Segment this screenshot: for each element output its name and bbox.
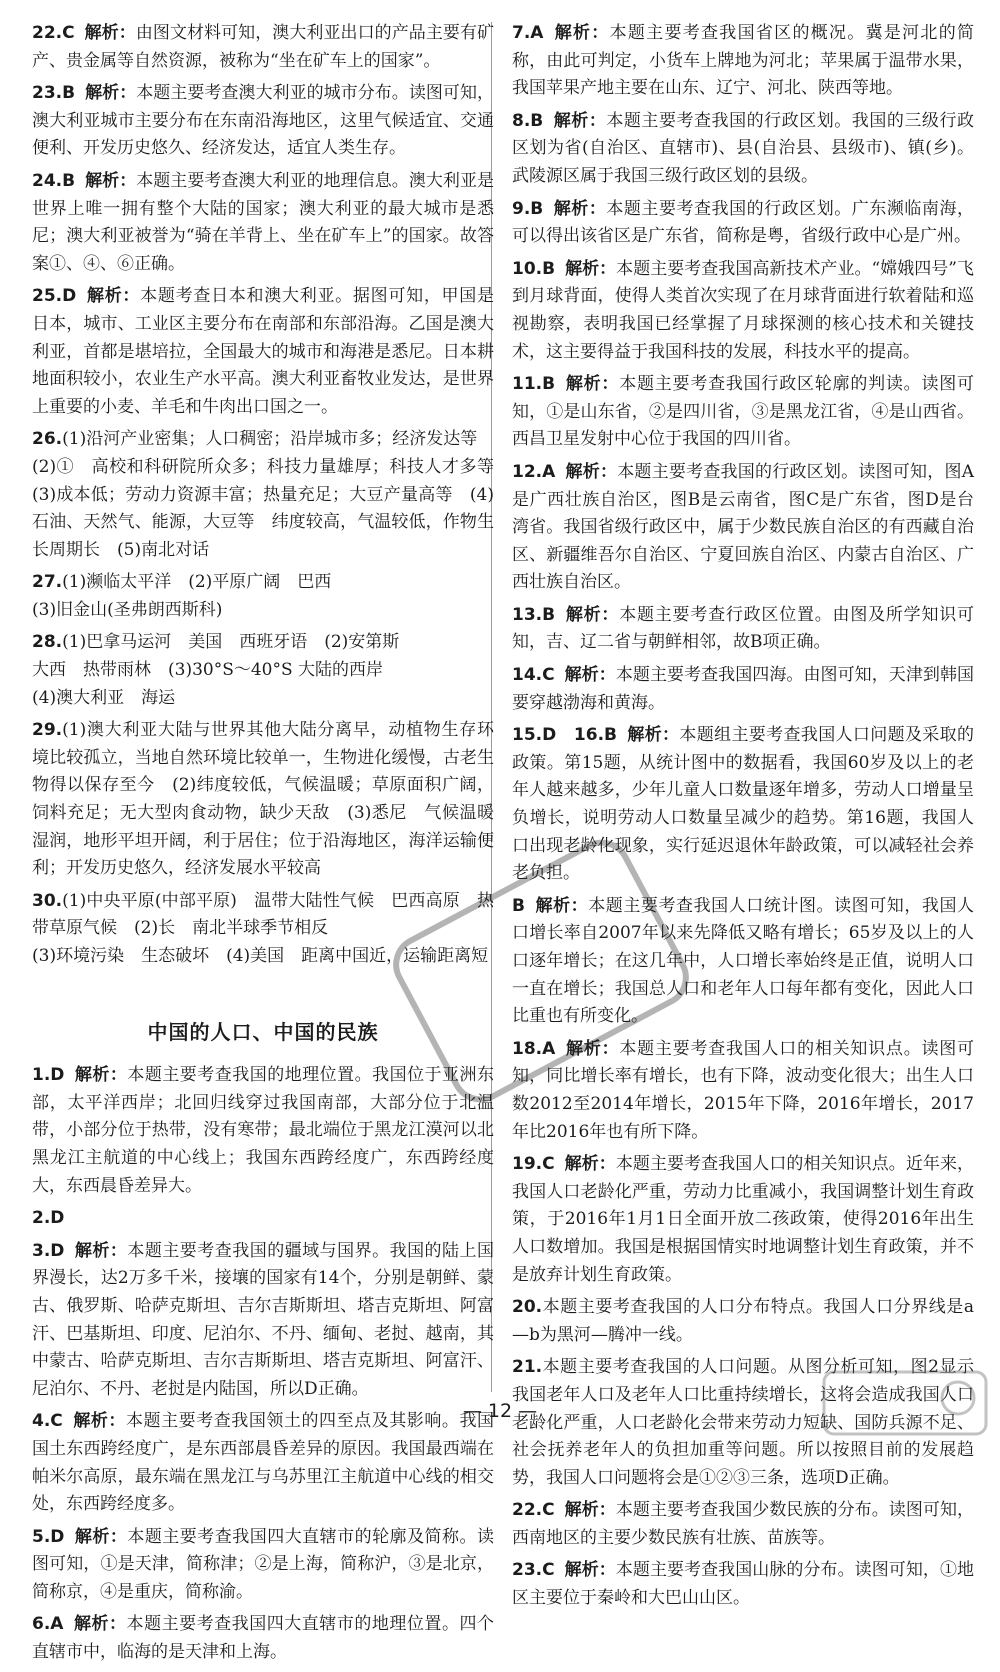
answer-line: 大西 热带雨林 (3)30°S～40°S 大陆的西岸 [32, 660, 384, 681]
answer-number: 25.D [32, 286, 77, 307]
answer-item [32, 168, 494, 278]
answer-item [32, 1238, 494, 1404]
answer-number: 5.D [32, 1526, 65, 1547]
answer-text: 本题主要考查我国的疆域与国界。我国的陆上国界漫长，达2万多千米，接壤的国家有14个，分别是朝鲜、蒙古、俄罗斯、哈萨克斯坦、吉尔吉斯斯坦、塔吉克斯坦、阿富汗、巴基斯坦、印度、尼泊尔、不丹、缅甸、老挝、越南，其中蒙古、哈萨克斯坦、吉尔吉斯斯坦、塔吉克斯坦、阿富汗、尼泊尔、不丹、老挝是内陆国，所以D正确。 [32, 1240, 495, 1399]
answer-number: 2.D [32, 1208, 65, 1229]
answer-text: 本题主要考查我国少数民族的分布。读图可知，西南地区的主要少数民族有壮族、苗族等。 [512, 1500, 974, 1548]
answer-item [32, 80, 494, 163]
answer-number: 9.B [512, 198, 544, 219]
analysis-tag: 解析： [74, 1526, 128, 1547]
answer-number: B [512, 895, 525, 916]
answer-item [512, 256, 974, 366]
section-title: 中国的人口、中国的民族 [147, 1019, 379, 1044]
analysis-tag: 解析： [85, 170, 137, 191]
answer-line: (1)巴拿马运河 美国 西班牙语 (2)安第斯 [62, 632, 400, 653]
answer-text: 本题主要考查我国高新技术产业。“嫦娥四号”飞到月球背面，使得人类首次实现了在月球背面进行软着陆和巡视勘察，表明我国已经掌握了月球探测的核心技术和关键技术，这主要得益于我国科技的发展，科技水平的提高。 [512, 258, 974, 362]
answer-text: 本题主要考查我国四大直辖市的地理位置。四个直辖市中，临海的是天津和上海。 [32, 1614, 495, 1663]
answer-line: (1)沿河产业密集；人口稠密；沿岸城市多；经济发达等 [62, 429, 478, 450]
analysis-tag: 解析： [86, 286, 141, 307]
answer-line: (3)环境污染 生态破坏 (4)美国 距离中国近，运输距离短 [32, 946, 489, 966]
answer-text: 本题主要考查我国人口的相关知识点。读图可知，同比增长率有增长，也有下降，波动变化很大；出生人口数2012至2014年增长，2015年下降，2016年增长，2017年比2016年也有所下降。 [512, 1038, 975, 1142]
answer-number: 23.C [512, 1560, 555, 1581]
answer-item [32, 1524, 494, 1607]
answer-number: 24.B [32, 170, 76, 191]
answer-item [32, 20, 494, 75]
answer-line: (2)① 高校和科研院所众多；科技力量雄厚；科技人才多等 (3)成本低；劳动力资源丰富；热量充足；大豆产量高等 (4)石油、天然气、能源，大豆等 纬度较高，气温较低，作物生长周期长 (5)南北对话 [32, 456, 511, 560]
answer-item [512, 108, 974, 191]
page-number: — 12 — [462, 1400, 538, 1422]
answer-item [512, 1557, 974, 1612]
answer-text: 本题主要考查行政区位置。由图及所学知识可知，吉、辽二省与朝鲜相邻，故B项正确。 [512, 604, 975, 653]
answer-item [512, 1497, 974, 1552]
left-answer-list-2 [32, 1062, 494, 1666]
answer-text: 本题主要考查澳大利亚的地理信息。澳大利亚是世界上唯一拥有整个大陆的国家；澳大利亚的最大城市是悉尼；澳大利亚被誉为“骑在羊背上、坐在矿车上”的国家。故答案①、④、⑥正确。 [32, 170, 495, 274]
answer-number: 6.A [32, 1614, 64, 1635]
analysis-tag: 解析： [84, 23, 136, 43]
answer-number: 14.C [512, 665, 555, 686]
answer-text: 本题主要考查澳大利亚的城市分布。读图可知，澳大利亚城市主要分布在东南沿海地区，这里气候适宜、交通便利、开发历史悠久、经济发达，适宜人类生存。 [32, 83, 495, 159]
right-column [512, 20, 974, 1618]
answer-item [512, 722, 974, 888]
answer-text: 本题主要考查我国的行政区划。我国的三级行政区划为省(自治区、直辖市)、县(自治县、县级市)、镇(乡)。武陵源区属于我国三级行政区划的县级。 [512, 110, 974, 186]
analysis-tag: 解析： [74, 1065, 128, 1086]
answer-line: (1)中央平原(中部平原) 温带大陆性气候 巴西高原 热带草原气候 (2)长 南北半球季节相反 [32, 890, 494, 939]
answer-number: 3.D [32, 1240, 65, 1261]
answer-number: 13.B [512, 604, 556, 625]
answer-item [32, 629, 494, 712]
answer-line: (4)澳大利亚 海运 [32, 687, 176, 708]
analysis-tag: 解析： [564, 1560, 616, 1581]
analysis-tag: 解析： [565, 258, 617, 279]
answer-text: 本题组主要考查我国人口问题及采取的政策。第15题，从统计图中的数据看，我国60岁及以上的老年人越来越多，少年儿童人口数量逐年增多，劳动人口增量呈负增长，说明劳动人口数量呈减少的趋势。第16题，我国人口出现老龄化现象，实行延迟退休年龄政策，可以减轻社会养老负担。 [512, 725, 974, 884]
analysis-tag: 解析： [74, 1240, 128, 1261]
answer-item [32, 1205, 494, 1233]
analysis-tag: 解析： [553, 23, 610, 43]
answer-number: 8.B [512, 110, 544, 131]
answer-number: 1.D [32, 1065, 65, 1086]
answer-item [512, 20, 974, 103]
answer-text: 本题主要考查我国的行政区划。广东濒临南海，可以得出该省区是广东省，简称是粤，省级行政中心是广州。 [512, 198, 974, 247]
analysis-tag: 解析： [73, 1614, 127, 1635]
answer-item [32, 717, 494, 883]
analysis-tag: 解析： [565, 374, 620, 395]
answer-line: (3)旧金山(圣弗朗西斯科) [32, 599, 223, 620]
analysis-tag: 解析： [553, 110, 607, 131]
answer-item [32, 1062, 494, 1200]
analysis-tag: 解析： [565, 604, 620, 625]
answer-text: 本题主要考查我国的人口分布特点。我国人口分界线是a—b为黑河—腾冲一线。 [512, 1297, 974, 1345]
answer-item [512, 371, 974, 454]
answer-text: 本题主要考查我国四大直辖市的轮廓及简称。读图可知，①是天津，简称津；②是上海，简称沪，③是北京，简称京，④是重庆，简称渝。 [32, 1526, 495, 1602]
answer-number: 18.A [512, 1038, 556, 1059]
answer-item [512, 459, 974, 597]
answer-line: (1)澳大利亚大陆与世界其他大陆分离早，动植物生存环境比较孤立，当地自然环境比较单一，生物进化缓慢，古老生物得以保存至今 (2)纬度较低，气候温暖；草原面积广阔，饲料充足；无大型肉食动物，缺少天敌 (3)悉尼 气候温暖湿润，地形平坦开阔，利于居住；位于沿海地区，海洋运输便利；开发历史悠久，经济发展水平较高 [32, 720, 494, 879]
answer-text: 本题主要考查我国人口统计图。读图可知，我国人口增长率自2007年以来先降低又略有增长；65岁及以上的人口逐年增长；在这几年中，人口增长率始终是正值，说明人口一直在增长；我国总人口和老年人口每年都有变化，因此人口比重也有所变化。 [512, 895, 975, 1027]
answer-item [512, 662, 974, 717]
analysis-tag: 解析： [534, 895, 589, 916]
answer-number: 10.B [512, 258, 556, 279]
answer-number: 20. [512, 1297, 543, 1318]
answer-text: 本题主要考查我国四海。由图可知，天津到韩国要穿越渤海和黄海。 [512, 665, 974, 713]
answer-item [32, 888, 494, 971]
answer-number: 27. [32, 572, 63, 593]
answer-item [512, 893, 974, 1031]
left-answer-list [32, 20, 511, 971]
answer-number: 19.C [512, 1154, 555, 1175]
answer-text: 本题主要考查我国省区的概况。冀是河北的简称，由此可判定，小货车上牌地为河北；苹果属于温带水果，我国苹果产地主要在山东、辽宁、河北、陕西等地。 [512, 23, 975, 99]
analysis-tag: 解析： [564, 1154, 616, 1175]
analysis-tag: 解析： [564, 1500, 616, 1521]
analysis-tag: 解析： [553, 198, 607, 219]
analysis-tag: 解析： [627, 725, 680, 746]
answer-item [512, 196, 974, 251]
answer-item [512, 1294, 974, 1349]
answer-text: 本题主要考查我国领土的四至点及其影响。我国国土东西跨经度广，是东西部晨昏差异的原因。我国最西端在帕米尔高原，最东端在黑龙江与乌苏里江主航道中心线的相交处，东西跨经度多。 [32, 1411, 495, 1515]
answer-number: 15.D 16.B [512, 725, 617, 746]
answer-number: 22.C [512, 1500, 555, 1521]
answer-item [32, 283, 494, 421]
answer-number: 4.C [32, 1411, 63, 1432]
answer-number: 29. [32, 720, 63, 741]
answer-text: 本题主要考查我国的行政区划。读图可知，图A是广西壮族自治区，图B是云南省，图C是广东省，图D是台湾省。我国省级行政区中，属于少数民族自治区的有西藏自治区、新疆维吾尔自治区、宁夏回族自治区、内蒙古自治区、广西壮族自治区。 [512, 461, 974, 593]
analysis-tag: 解析： [564, 665, 616, 686]
answer-item [512, 1036, 974, 1146]
answer-number: 11.B [512, 374, 556, 395]
analysis-tag: 解析： [72, 1411, 126, 1432]
answer-text: 本题主要考查我国行政区轮廓的判读。读图可知，①是山东省，②是四川省，③是黑龙江省，④是山西省。西昌卫星发射中心位于我国的四川省。 [512, 374, 975, 450]
answer-line: (1)濒临太平洋 (2)平原广阔 巴西 [62, 572, 332, 593]
answer-number: 23.B [32, 83, 76, 104]
answer-number: 28. [32, 632, 63, 653]
answer-item [512, 1151, 974, 1289]
answer-text: 本题主要考查我国山脉的分布。读图可知，①地区主要位于秦岭和大巴山山区。 [512, 1560, 974, 1609]
answer-number: 22.C [32, 23, 75, 43]
answer-number: 7.A [512, 23, 544, 43]
answer-text: 本题考查日本和澳大利亚。据图可知，甲国是日本，城市、工业区主要分布在南部和东部沿海。乙国是澳大利亚，首都是堪培拉，全国最大的城市和海港是悉尼。日本耕地面积较小，农业生产水平高。澳大利亚畜牧业发达，是世界上重要的小麦、羊毛和牛肉出口国之一。 [32, 286, 495, 417]
answer-text: 由图文材料可知，澳大利亚出口的产品主要有矿产、贵金属等自然资源，被称为“坐在矿车上的国家”。 [32, 23, 494, 71]
answer-number: 12.A [512, 461, 556, 482]
answer-item [32, 569, 494, 624]
answer-text: 本题主要考查我国的地理位置。我国位于亚洲东部，太平洋西岸；北回归线穿过我国南部，大部分位于北温带，小部分位于热带，没有寒带；最北端位于黑龙江漠河以北黑龙江主航道的中心线上；我国东西跨经度广，东西跨经度大，东西晨昏差异大。 [32, 1065, 495, 1196]
answer-text: 本题主要考查我国的人口问题。从图分析可知，图2显示我国老年人口及老年人口比重持续增长，这将会造成我国人口老龄化严重，人口老龄化会带来劳动力短缺、国防兵源不足、社会抚养老年人的负担加重等问题。所以按照目前的发展趋势，我国人口问题将会是①②③三条，选项D正确。 [512, 1357, 974, 1488]
answer-item [32, 426, 511, 564]
right-answer-list [512, 20, 974, 1613]
analysis-tag: 解析： [85, 83, 137, 104]
answer-item [512, 1354, 974, 1492]
answer-text: 本题主要考查我国人口的相关知识点。近年来，我国人口老龄化严重，劳动力比重减小，我国调整计划生育政策，于2016年1月1日全面开放二孩政策，使得2016年出生人口数增加。我国是根据国情实时地调整计划生育政策，并不是放弃计划生育政策。 [512, 1154, 974, 1285]
answer-item [512, 602, 974, 657]
answer-number: 21. [512, 1357, 543, 1378]
analysis-tag: 解析： [565, 461, 618, 482]
analysis-tag: 解析： [565, 1038, 620, 1059]
answer-item [32, 1408, 494, 1518]
answer-number: 30. [32, 890, 63, 911]
answer-item [32, 1611, 494, 1666]
answer-number: 26. [32, 429, 63, 450]
